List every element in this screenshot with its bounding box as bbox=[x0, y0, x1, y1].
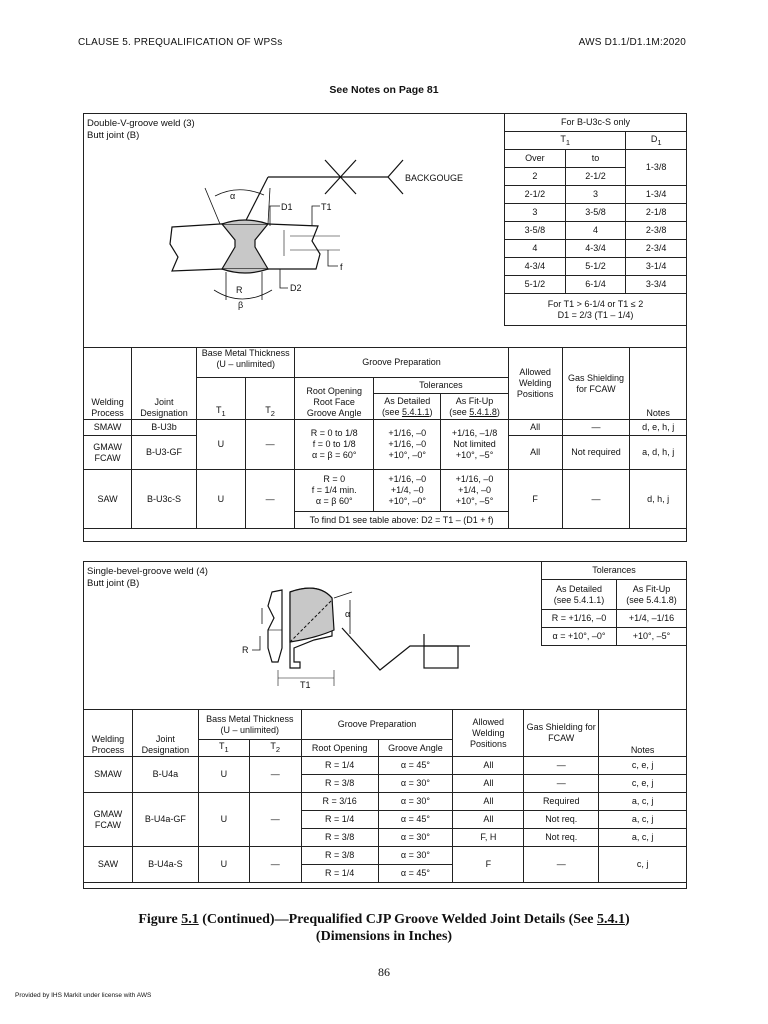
page-number: 86 bbox=[378, 965, 390, 979]
see-notes-line: See Notes on Page 81 bbox=[329, 84, 439, 96]
table-cell: GMAW FCAW bbox=[84, 436, 132, 470]
figure-caption-line2: (Dimensions in Inches) bbox=[315, 929, 453, 944]
table-cell: B-U3b bbox=[132, 420, 197, 436]
table-cell: All bbox=[508, 420, 562, 436]
top-panel-subtitle: Butt joint (B) bbox=[87, 130, 140, 141]
groove-angle-header: Groove Angle bbox=[378, 740, 453, 757]
table-cell: — bbox=[249, 793, 301, 847]
table-cell: — bbox=[524, 775, 599, 793]
table-cell: +1/4, –1/16 bbox=[617, 610, 687, 628]
beta-label: β bbox=[238, 300, 244, 310]
bevel-alpha-label: α bbox=[345, 609, 351, 619]
table-cell: 2-1/2 bbox=[565, 168, 626, 186]
table-cell: α = +10°, –0° bbox=[542, 628, 617, 646]
bevel-as-detailed-header: As Detailed (see 5.4.1.1) bbox=[542, 580, 617, 610]
table-cell: R = 3/8 bbox=[301, 829, 378, 847]
table-cell: +1/16, –1/8 Not limited +10°, –5° bbox=[441, 420, 508, 470]
table-cell: — bbox=[245, 420, 295, 470]
d1-label: D1 bbox=[281, 202, 293, 212]
table-cell: R = 3/8 bbox=[301, 847, 378, 865]
table-cell: SMAW bbox=[84, 420, 132, 436]
t2-header: $T_2$ bbox=[245, 378, 295, 420]
table-cell: R = 1/4 bbox=[301, 865, 378, 883]
table-cell: 2-3/8 bbox=[626, 222, 687, 240]
b-u3c-footer bbox=[505, 294, 687, 326]
table-cell: 1-3/4 bbox=[626, 186, 687, 204]
single-bevel-process-table bbox=[83, 709, 687, 883]
table-cell: U bbox=[197, 420, 246, 470]
double-v-process-table bbox=[83, 347, 687, 529]
table-cell: 3 bbox=[505, 204, 566, 222]
table-cell: F bbox=[508, 470, 562, 529]
table-cell: B-U3-GF bbox=[132, 436, 197, 470]
root-opening-header: Root Opening Root Face Groove Angle bbox=[295, 378, 374, 420]
allowed-positions-header: Allowed Welding Positions bbox=[508, 348, 562, 420]
table-cell: a, c, j bbox=[599, 829, 687, 847]
table-cell: 3-5/8 bbox=[505, 222, 566, 240]
as-detailed-header: As Detailed (see 5.4.1.1) bbox=[373, 394, 440, 420]
gas-shielding-header: Gas Shielding for FCAW bbox=[524, 710, 599, 757]
alpha-label: α bbox=[230, 191, 236, 201]
table-cell: SAW bbox=[84, 847, 133, 883]
b-u3c-footer-line1: For T1 > 6-1/4 or T1 ≤ 2 bbox=[547, 298, 644, 309]
table-cell: 3 bbox=[565, 186, 626, 204]
notes-header: Notes bbox=[599, 710, 687, 757]
figure-caption: Figure 5.1 (Continued)—Prequalified CJP Groove Welded Joint Details (See 5.4.1) bbox=[138, 912, 630, 927]
table-cell: 4-3/4 bbox=[505, 258, 566, 276]
table-cell: R = 3/16 bbox=[301, 793, 378, 811]
t2-header: $T_2$ bbox=[249, 740, 301, 757]
table-cell: All bbox=[453, 757, 524, 775]
table-cell: — bbox=[524, 757, 599, 775]
table-cell: SMAW bbox=[84, 757, 133, 793]
table-cell: +10°, –5° bbox=[617, 628, 687, 646]
table-cell: 3-1/4 bbox=[626, 258, 687, 276]
table-cell: All bbox=[453, 775, 524, 793]
table-cell: 2-3/4 bbox=[626, 240, 687, 258]
table-cell: R = 3/8 bbox=[301, 775, 378, 793]
tolerances-header: Tolerances bbox=[373, 378, 508, 394]
table-cell: — bbox=[562, 470, 630, 529]
base-metal-thickness-header: Base Metal Thickness (U – unlimited) bbox=[197, 348, 295, 378]
b-u3c-s-d1-table bbox=[504, 113, 687, 326]
table-cell: +1/16, –0 +1/16, –0 +10°, –0° bbox=[373, 420, 440, 470]
table-cell: +1/16, –0 +1/4, –0 +10°, –0° bbox=[373, 470, 440, 512]
table-cell: 2-1/8 bbox=[626, 204, 687, 222]
base-metal-thickness-header: Bass Metal Thickness (U – unlimited) bbox=[198, 710, 301, 740]
to-header: to bbox=[565, 150, 626, 168]
table-cell: — bbox=[562, 420, 630, 436]
table-cell: a, c, j bbox=[599, 793, 687, 811]
table-cell: Not req. bbox=[524, 829, 599, 847]
table-cell: R = 0 to 1/8 f = 0 to 1/8 α = β = 60° bbox=[295, 420, 374, 470]
table-cell: d, e, h, j bbox=[630, 420, 687, 436]
table-cell: 4 bbox=[565, 222, 626, 240]
bevel-t1-label: T1 bbox=[300, 680, 311, 690]
table-cell: α = 45° bbox=[378, 757, 453, 775]
table-cell: 6-1/4 bbox=[565, 276, 626, 294]
table-cell: c, j bbox=[599, 847, 687, 883]
table-cell: α = 30° bbox=[378, 847, 453, 865]
table-cell: — bbox=[245, 470, 295, 529]
t1-header: $T_1$ bbox=[197, 378, 246, 420]
running-header-right: AWS D1.1/D1.1M:2020 bbox=[578, 37, 686, 48]
table-cell: All bbox=[453, 811, 524, 829]
groove-preparation-header: Groove Preparation bbox=[301, 710, 453, 740]
bevel-as-fit-up-header: As Fit-Up (see 5.4.1.8) bbox=[617, 580, 687, 610]
table-cell: c, e, j bbox=[599, 775, 687, 793]
t1-label: T1 bbox=[321, 202, 332, 212]
table-cell: +1/16, –0 +1/4, –0 +10°, –5° bbox=[441, 470, 508, 512]
table-cell: B-U3c-S bbox=[132, 470, 197, 529]
t1-header: $T_1$ bbox=[198, 740, 249, 757]
table-cell: U bbox=[198, 757, 249, 793]
table-cell: SAW bbox=[84, 470, 132, 529]
table-cell: R = 1/4 bbox=[301, 811, 378, 829]
notes-header: Notes bbox=[630, 348, 687, 420]
table-cell: U bbox=[198, 847, 249, 883]
table-cell: Not required bbox=[562, 436, 630, 470]
table-cell: c, e, j bbox=[599, 757, 687, 775]
table-cell: α = 30° bbox=[378, 775, 453, 793]
f-label: f bbox=[340, 262, 343, 272]
table-cell: B-U4a-S bbox=[132, 847, 198, 883]
bevel-r-label: R bbox=[242, 645, 249, 655]
top-panel-title: Double-V-groove weld (3) bbox=[87, 118, 195, 129]
table-cell: R = +1/16, –0 bbox=[542, 610, 617, 628]
table-cell: All bbox=[508, 436, 562, 470]
b-u3c-heading: For B-U3c-S only bbox=[505, 114, 687, 132]
b-u3c-footer-line2: D1 = 2/3 (T1 – 1/4) bbox=[557, 309, 634, 320]
table-cell: F bbox=[453, 847, 524, 883]
groove-preparation-header: Groove Preparation bbox=[295, 348, 508, 378]
r-label: R bbox=[236, 285, 243, 295]
backgouge-label: BACKGOUGE bbox=[405, 173, 464, 183]
bottom-panel-subtitle: Butt joint (B) bbox=[87, 578, 140, 589]
bevel-tol-heading: Tolerances bbox=[542, 562, 687, 580]
table-cell: α = 30° bbox=[378, 829, 453, 847]
welding-process-header: Welding Process bbox=[84, 348, 132, 420]
find-d1-note: To find D1 see table above: D2 = T1 – (D1 + f) bbox=[295, 512, 508, 529]
table-cell: 4-3/4 bbox=[565, 240, 626, 258]
table-cell: 2-1/2 bbox=[505, 186, 566, 204]
table-cell: U bbox=[198, 793, 249, 847]
joint-designation-header: Joint Designation bbox=[132, 710, 198, 757]
welding-process-header: Welding Process bbox=[84, 710, 133, 757]
t1-column-header: $T_1$ bbox=[505, 132, 626, 150]
table-cell: Required bbox=[524, 793, 599, 811]
table-cell: 3-5/8 bbox=[565, 204, 626, 222]
as-fit-up-header: As Fit-Up (see 5.4.1.8) bbox=[441, 394, 508, 420]
table-cell: R = 0 f = 1/4 min. α = β 60° bbox=[295, 470, 374, 512]
table-cell: d, h, j bbox=[630, 470, 687, 529]
joint-designation-header: Joint Designation bbox=[132, 348, 197, 420]
gas-shielding-header: Gas Shielding for FCAW bbox=[562, 348, 630, 420]
bevel-tolerances-table bbox=[541, 561, 687, 646]
allowed-positions-header: Allowed Welding Positions bbox=[453, 710, 524, 757]
table-cell: 1-3/8 bbox=[626, 150, 687, 186]
table-cell: R = 1/4 bbox=[301, 757, 378, 775]
table-cell: 5-1/2 bbox=[505, 276, 566, 294]
table-cell: All bbox=[453, 793, 524, 811]
double-v-groove-diagram bbox=[160, 140, 500, 345]
running-header-left: CLAUSE 5. PREQUALIFICATION OF WPSs bbox=[78, 37, 283, 48]
table-cell: 3-3/4 bbox=[626, 276, 687, 294]
table-cell: B-U4a bbox=[132, 757, 198, 793]
table-cell: 5-1/2 bbox=[565, 258, 626, 276]
table-cell: — bbox=[249, 847, 301, 883]
table-cell: GMAW FCAW bbox=[84, 793, 133, 847]
table-cell: F, H bbox=[453, 829, 524, 847]
table-cell: a, d, h, j bbox=[630, 436, 687, 470]
table-cell: a, c, j bbox=[599, 811, 687, 829]
d2-label: D2 bbox=[290, 283, 302, 293]
d1-column-header: $D_1$ bbox=[626, 132, 687, 150]
root-opening-header: Root Opening bbox=[301, 740, 378, 757]
table-cell: — bbox=[249, 757, 301, 793]
table-cell: α = 45° bbox=[378, 865, 453, 883]
single-bevel-groove-diagram bbox=[230, 570, 480, 695]
table-cell: 2 bbox=[505, 168, 566, 186]
table-cell: α = 30° bbox=[378, 793, 453, 811]
table-cell: α = 45° bbox=[378, 811, 453, 829]
over-header: Over bbox=[505, 150, 566, 168]
table-cell: Not req. bbox=[524, 811, 599, 829]
table-cell: U bbox=[197, 470, 246, 529]
bottom-panel-title: Single-bevel-groove weld (4) bbox=[87, 566, 208, 577]
table-cell: B-U4a-GF bbox=[132, 793, 198, 847]
table-cell: 4 bbox=[505, 240, 566, 258]
license-footer: Provided by IHS Markit under license with AWS bbox=[15, 992, 152, 999]
table-cell: — bbox=[524, 847, 599, 883]
